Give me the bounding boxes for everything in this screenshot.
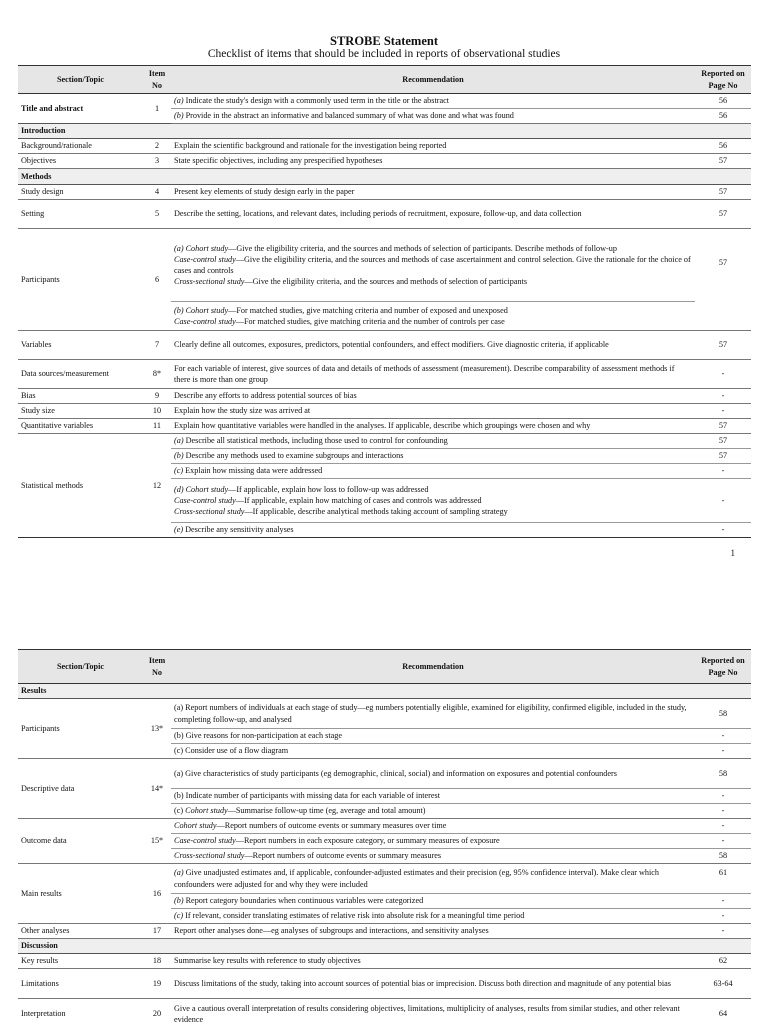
item-number: 9 (143, 389, 171, 404)
page-ref: 64 (718, 1009, 728, 1019)
text: —For matched studies, give matching criteria and the number of controls per case (235, 317, 505, 326)
col-header-item: Item No (143, 66, 171, 94)
page-ref: - (695, 804, 751, 819)
page-ref: 57 (695, 229, 751, 331)
item-number: 2 (143, 139, 171, 154)
recommendation (171, 804, 695, 819)
study-type: Cohort study (174, 821, 217, 831)
text: —Summarise follow-up time (eg, average and total amount) (227, 806, 426, 816)
recommendation (171, 909, 695, 924)
recommendation (171, 464, 695, 479)
text: Describe any sensitivity analyses (183, 525, 294, 535)
item-number: 8* (143, 360, 171, 389)
page-ref: - (695, 894, 751, 909)
topic-name: Study size (18, 404, 143, 419)
label: (b) (174, 896, 184, 906)
text: —Give the eligibility criteria, and the sources and methods of case ascertainment and control selection. Give the rationale for the choice of cases and controls (174, 254, 691, 275)
page-ref: 56 (695, 109, 751, 124)
item-number: 6 (143, 229, 171, 331)
col-header-section: Section/Topic (18, 66, 143, 94)
text: —Report numbers of outcome events or summary measures (244, 851, 442, 861)
page-ref: - (695, 789, 751, 804)
recommendation: (c) Consider use of a flow diagram (171, 744, 695, 759)
study-type: Cross-sectional study (174, 851, 245, 861)
text: —If applicable, explain how loss to follow-up was addressed (228, 484, 429, 494)
recommendation: Explain how the study size was arrived at (171, 404, 695, 419)
topic-name: Interpretation (21, 1009, 66, 1019)
recommendation (171, 894, 695, 909)
recommendation: Describe any efforts to address potential sources of bias (171, 389, 695, 404)
section-header-introduction: Introduction (18, 124, 751, 139)
page-ref: 56 (695, 94, 751, 109)
recommendation (171, 834, 695, 849)
text: —Give the eligibility criteria, and the sources and methods of selection of participants (244, 277, 528, 287)
topic-name: Data sources/measurement (18, 360, 143, 389)
text: —If applicable, describe analytical methods taking account of sampling strategy (244, 507, 508, 517)
study-type: Cross-sectional study (174, 277, 245, 287)
item-number: 17 (143, 924, 171, 939)
page-ref: 57 (695, 185, 751, 200)
recommendation: Give a cautious overall interpretation of results considering objectives, limitations, multiplicity of analyses, results from similar studies, and other relevant evidence (174, 1003, 680, 1024)
page-ref: - (695, 360, 751, 389)
item-number: 16 (143, 864, 171, 924)
page-ref: 57 (695, 331, 751, 360)
item-number: 19 (143, 969, 171, 999)
text: —Report numbers in each exposure category, or summary measures of exposure (235, 836, 500, 846)
label: (b) (174, 451, 184, 461)
page-ref: 57 (695, 200, 751, 229)
label: (a) (174, 868, 184, 878)
study-type: Cohort study (185, 305, 229, 315)
page-ref: - (695, 523, 751, 538)
page-ref: 58 (695, 849, 751, 864)
item-number: 3 (143, 154, 171, 169)
page-ref: - (695, 404, 751, 419)
page-ref: - (695, 464, 751, 479)
text: Provide in the abstract an informative and balanced summary of what was done and what was found (183, 111, 514, 121)
label: (a) (174, 96, 184, 106)
label: (a) (174, 436, 184, 446)
topic-name: Key results (18, 954, 143, 969)
recommendation: Describe the setting, locations, and relevant dates, including periods of recruitment, exposure, follow-up, and data collection (171, 200, 695, 229)
recommendation (171, 449, 695, 464)
label: (a) (174, 243, 184, 253)
topic-name: Variables (18, 331, 143, 360)
col-header-recommendation: Recommendation (171, 650, 695, 684)
topic-name: Participants (18, 699, 143, 759)
col-header-section: Section/Topic (18, 650, 143, 684)
item-number: 4 (143, 185, 171, 200)
text: If relevant, consider translating estimates of relative risk into absolute risk for a meaningful time period (183, 911, 525, 921)
page-ref: - (695, 479, 751, 523)
page-ref: - (695, 909, 751, 924)
page-ref: - (695, 389, 751, 404)
col-header-page: Reported on Page No (695, 650, 751, 684)
topic-name: Study design (18, 185, 143, 200)
recommendation (171, 479, 695, 523)
recommendation: Clearly define all outcomes, exposures, predictors, potential confounders, and effect modifiers. Give diagnostic criteria, if applicable (171, 331, 695, 360)
page-ref: 61 (695, 864, 751, 894)
recommendation (171, 109, 695, 124)
recommendation: (a) Give characteristics of study participants (eg demographic, clinical, social) and information on exposures and potential confounders (171, 759, 695, 789)
study-type: Case-control study (174, 254, 236, 264)
item-number: 15* (143, 819, 171, 864)
recommendation: Report other analyses done—eg analyses of subgroups and interactions, and sensitivity analyses (171, 924, 695, 939)
col-header-item: Item No (143, 650, 171, 684)
text: Report category boundaries when continuous variables were categorized (183, 896, 424, 906)
text: Describe all statistical methods, including those used to control for confounding (183, 436, 448, 446)
topic-name: Descriptive data (18, 759, 143, 819)
document-subtitle: Checklist of items that should be included in reports of observational studies (207, 48, 561, 60)
text: —Report numbers of outcome events or summary measures over time (216, 821, 447, 831)
topic-name: Limitations (18, 969, 143, 999)
item-number: 11 (143, 419, 171, 434)
topic-name: Background/rationale (18, 139, 143, 154)
document-title: STROBE Statement (330, 34, 438, 48)
label: (d) (174, 484, 184, 494)
item-number: 18 (143, 954, 171, 969)
section-header-methods: Methods (18, 169, 751, 185)
topic-name: Quantitative variables (18, 419, 143, 434)
study-type: Case-control study (174, 836, 236, 846)
text: —For matched studies, give matching criteria and number of exposed and unexposed (228, 305, 508, 315)
text: Explain how missing data were addressed (183, 466, 323, 476)
checklist-table-1 (18, 65, 751, 538)
study-type: Case-control study (174, 495, 236, 505)
recommendation: (b) Indicate number of participants with missing data for each variable of interest (171, 789, 695, 804)
item-number: 10 (143, 404, 171, 419)
recommendation (171, 434, 695, 449)
section-header-results: Results (18, 684, 751, 699)
study-type: Cohort study (185, 243, 229, 253)
page-ref: 58 (695, 699, 751, 729)
page-number: 1 (730, 548, 735, 558)
section-header-discussion: Discussion (18, 939, 751, 954)
col-header-recommendation: Recommendation (171, 66, 695, 94)
study-type: Case-control study (174, 317, 236, 326)
page-ref: 57 (695, 419, 751, 434)
topic-name: Setting (18, 200, 143, 229)
label: (b) (174, 111, 184, 121)
section-title-abstract: Title and abstract (18, 94, 143, 124)
page-ref: 57 (695, 154, 751, 169)
label: (c) (174, 806, 186, 816)
recommendation: (b) Give reasons for non-participation at each stage (171, 729, 695, 744)
checklist-table-2 (18, 649, 751, 1029)
item-number: 12 (143, 434, 171, 538)
study-type: Cross-sectional study (174, 507, 245, 517)
page-ref: - (695, 729, 751, 744)
item-number: 14* (143, 759, 171, 819)
recommendation: Summarise key results with reference to study objectives (171, 954, 695, 969)
recommendation (171, 819, 695, 834)
topic-name: Bias (18, 389, 143, 404)
recommendation (171, 864, 695, 894)
study-type: Cohort study (185, 806, 228, 816)
recommendation (171, 94, 695, 109)
text: —Give the eligibility criteria, and the sources and methods of selection of participants. Describe methods of follow-up (228, 243, 617, 253)
topic-name: Other analyses (18, 924, 143, 939)
recommendation: State specific objectives, including any prespecified hypotheses (171, 154, 695, 169)
col-header-page: Reported on Page No (695, 66, 751, 94)
item-number: 5 (143, 200, 171, 229)
recommendation (171, 849, 695, 864)
recommendation: Present key elements of study design early in the paper (171, 185, 695, 200)
recommendation: For each variable of interest, give sources of data and details of methods of assessment (measurement). Describe comparability of assessment methods if there is more than one group (171, 360, 695, 389)
item-number: 20 (152, 1009, 162, 1019)
item-number: 13* (143, 699, 171, 759)
label: (e) (174, 525, 184, 535)
page-ref: 58 (695, 759, 751, 789)
label: (c) (174, 466, 184, 476)
page-ref: 56 (695, 139, 751, 154)
text: Indicate the study's design with a commonly used term in the title or the abstract (183, 96, 450, 106)
page-ref: 57 (695, 449, 751, 464)
page-ref: - (695, 819, 751, 834)
topic-name: Participants (18, 229, 143, 331)
page-ref: - (695, 924, 751, 939)
recommendation: Explain how quantitative variables were handled in the analyses. If applicable, describe which groupings were chosen and why (171, 419, 695, 434)
page-ref: 62 (695, 954, 751, 969)
topic-name: Main results (18, 864, 143, 924)
page-ref: 57 (695, 434, 751, 449)
label: (c) (174, 911, 184, 921)
text: Give unadjusted estimates and, if applicable, confounder-adjusted estimates and their precision (eg, 95% confidence interval). Make clear which confounders were adjusted for and why they were included (174, 868, 659, 889)
topic-name: Statistical methods (18, 434, 143, 538)
page-ref: 63-64 (695, 969, 751, 999)
label: (b) (174, 305, 184, 315)
text: Describe any methods used to examine subgroups and interactions (183, 451, 404, 461)
page-ref: - (695, 834, 751, 849)
recommendation (171, 523, 695, 538)
page-ref: - (695, 744, 751, 759)
item-number: 1 (143, 94, 171, 124)
recommendation (171, 302, 695, 331)
recommendation: (a) Report numbers of individuals at each stage of study—eg numbers potentially eligible, examined for eligibility, confirmed eligible, included in the study, completing follow-up, and analysed (171, 699, 695, 729)
item-number: 7 (143, 331, 171, 360)
text: —If applicable, explain how matching of cases and controls was addressed (235, 495, 482, 505)
recommendation: Discuss limitations of the study, taking into account sources of potential bias or imprecision. Discuss both direction and magnitude of any potential bias (171, 969, 695, 999)
topic-name: Objectives (18, 154, 143, 169)
recommendation (171, 229, 695, 302)
recommendation: Explain the scientific background and rationale for the investigation being reported (171, 139, 695, 154)
study-type: Cohort study (185, 484, 229, 494)
topic-name: Outcome data (18, 819, 143, 864)
